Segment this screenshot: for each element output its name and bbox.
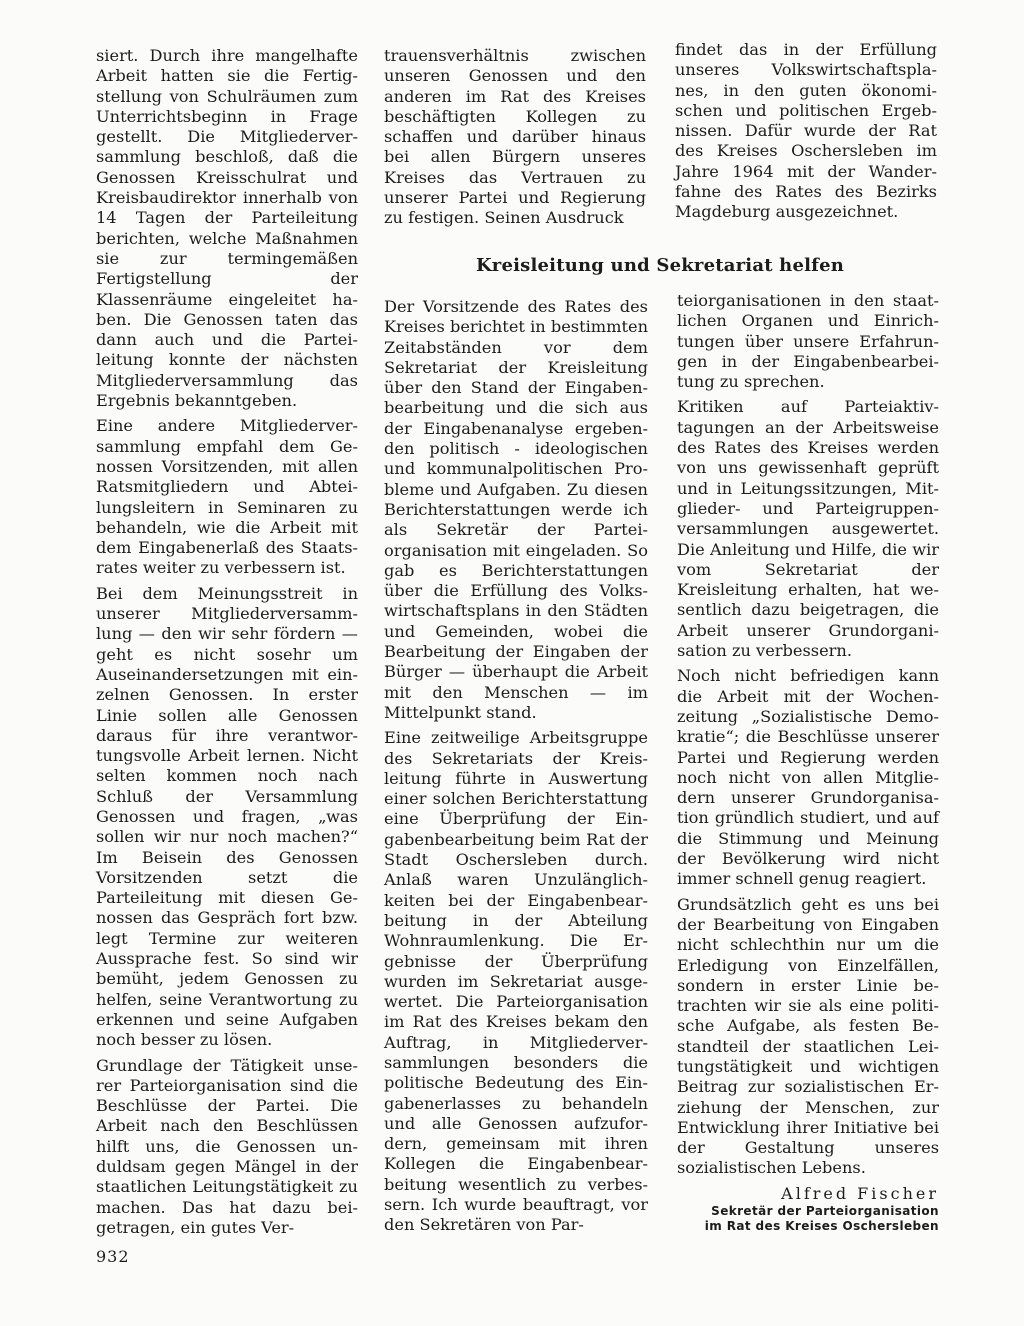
page-number: 932 — [96, 1247, 130, 1266]
author-name: Alfred Fischer — [781, 1183, 939, 1203]
paragraph: trauensverhältnis zwischen unseren Genossen und den anderen im Rat des Kreises beschäftigten Kollegen zu schaffen und darüber hinaus bei allen Bürgern unseres Kreises das Vertrauen zu unserer Partei und Regierung zu festigen. Seinen Ausdruck — [384, 46, 646, 228]
paragraph: teiorganisationen in den staatlichen Organen und Einrichtungen über unsere Erfahrungen in der Eingabenbearbeitung zu sprechen. — [677, 291, 939, 392]
paragraph: Noch nicht befriedigen kann die Arbeit mit der Wochenzeitung „Sozialistische Demokratie“; die Beschlüsse unserer Partei und Regierung werden noch nicht von allen Mitgliedern unserer Grundorganisation gründlich studiert, und auf die Stimmung und Meinung der Bevölkerung wird nicht immer schnell genug reagiert. — [677, 666, 939, 889]
article-column-4 — [384, 297, 648, 1241]
paragraph: Kritiken auf Parteiaktivtagungen an der Arbeitsweise des Rates des Kreises werden von uns gewissenhaft geprüft und in Leitungssitzungen, Mitglieder- und Parteigruppenversammlungen ausgewertet. Die Anleitung und Hilfe, die wir vom Sekretariat der Kreisleitung erhalten, hat wesentlich dazu beigetragen, die Arbeit unserer Grundorganisation zu verbessern. — [677, 397, 939, 661]
article-column-2 — [384, 46, 646, 234]
paragraph: Grundsätzlich geht es uns bei der Bearbeitung von Eingaben nicht schlechthin nur um die Erledigung von Einzelfällen, sondern in erster Linie betrachten wir sie als eine politische Aufgabe, als festen Bestandteil der staatlichen Leitungstätigkeit und wichtigen Beitrag zur sozialistischen Erziehung der Menschen, zur Entwicklung ihrer Initiative bei der Gestaltung unseres sozialistischen Lebens. — [677, 894, 939, 1178]
article-column-3 — [675, 40, 937, 228]
paragraph: Der Vorsitzende des Rates des Kreises berichtet in bestimmten Zeitabständen vor dem Sekretariat der Kreisleitung über den Stand der Eingabenbearbeitung und die sich aus der Eingabenanalyse ergebenden politisch - ideologischen und kommunalpolitischen Probleme und Aufgaben. Zu diesen Berichterstattungen werde ich als Sekretär der Parteiorganisation mit eingeladen. So gab es Berichterstattungen über die Erfüllung des Volkswirtschaftsplans in den Städten und Gemeinden, wobei die Bearbeitung der Eingaben der Bürger — überhaupt die Arbeit mit den Menschen — im Mittelpunkt stand. — [384, 297, 648, 722]
paragraph: Eine zeitweilige Arbeitsgruppe des Sekretariats der Kreisleitung führte in Auswertung einer solchen Berichterstattung eine Überprüfung der Eingabenbearbeitung beim Rat der Stadt Oschersleben durch. Anlaß waren Unzulänglichkeiten bei der Eingabenbearbeitung in der Abteilung Wohnraumlenkung. Die Ergebnisse der Überprüfung wurden im Sekretariat ausgewertet. Die Parteiorganisation im Rat des Kreises bekam den Auftrag, in Mitgliederversammlungen besonders die politische Bedeutung des Eingabenerlasses zu behandeln und alle Genossen aufzufordern, gemeinsam mit ihren Kollegen die Eingabenbearbeitung wesentlich zu verbessern. Ich wurde beauftragt, vor den Sekretären von Par- — [384, 728, 648, 1235]
paragraph: Bei dem Meinungsstreit in unserer Mitgliederversammlung — den wir sehr fördern — geht es nicht sosehr um Auseinandersetzungen mit einzelnen Genossen. In erster Linie sollen alle Genossen daraus für ihre verantwortungsvolle Arbeit lernen. Nicht selten kommen noch nach Schluß der Versammlung Genossen und fragen, „was sollen wir nur noch machen?“ Im Beisein des Genossen Vorsitzenden setzt die Parteileitung mit diesen Genossen das Gespräch fort bzw. legt Termine zur weiteren Aussprache fest. So sind wir bemüht, jedem Genossen zu helfen, seine Verantwortung zu erkennen und seine Aufgaben noch besser zu lösen. — [96, 583, 358, 1050]
author-role — [677, 1204, 939, 1234]
paragraph: Grundlage der Tätigkeit unserer Parteiorganisation sind die Beschlüsse der Partei. Die Arbeit nach den Beschlüssen hilft uns, die Genossen unduldsam gegen Mängel in der staatlichen Leitungstätigkeit zu machen. Das hat dazu beigetragen, ein gutes Ver- — [96, 1055, 358, 1237]
paragraph: Eine andere Mitgliederversammlung empfahl dem Genossen Vorsitzenden, mit allen Ratsmitgliedern und Abteilungsleitern in Seminaren zu behandeln, wie die Arbeit mit dem Eingabenerlaß des Staatsrates weiter zu verbessern ist. — [96, 416, 358, 578]
paragraph: findet das in der Erfüllung unseres Volkswirtschaftsplanes, in den guten ökonomischen und politischen Ergebnissen. Dafür wurde der Rat des Kreises Oschersleben im Jahre 1964 mit der Wanderfahne des Rates des Bezirks Magdeburg ausgezeichnet. — [675, 40, 937, 222]
article-column-1 — [96, 46, 358, 1243]
author-role-line: Sekretär der Parteiorganisation — [711, 1204, 939, 1219]
paragraph: siert. Durch ihre mangelhafte Arbeit hatten sie die Fertigstellung von Schulräumen zum Unterrichtsbeginn in Frage gestellt. Die Mitgliederversammlung beschloß, daß die Genossen Kreisschulrat und Kreisbaudirektor innerhalb von 14 Tagen der Parteileitung berichten, welche Maßnahmen sie zur termingemäßen Fertigstellung der Klassenräume eingeleitet haben. Die Genossen taten das dann auch und die Parteileitung konnte der nächsten Mitgliederversammlung das Ergebnis bekanntgeben. — [96, 46, 358, 411]
author-role-line: im Rat des Kreises Oschersleben — [704, 1219, 939, 1234]
article-column-5 — [677, 291, 939, 1234]
section-heading: Kreisleitung und Sekretariat helfen — [475, 255, 845, 276]
